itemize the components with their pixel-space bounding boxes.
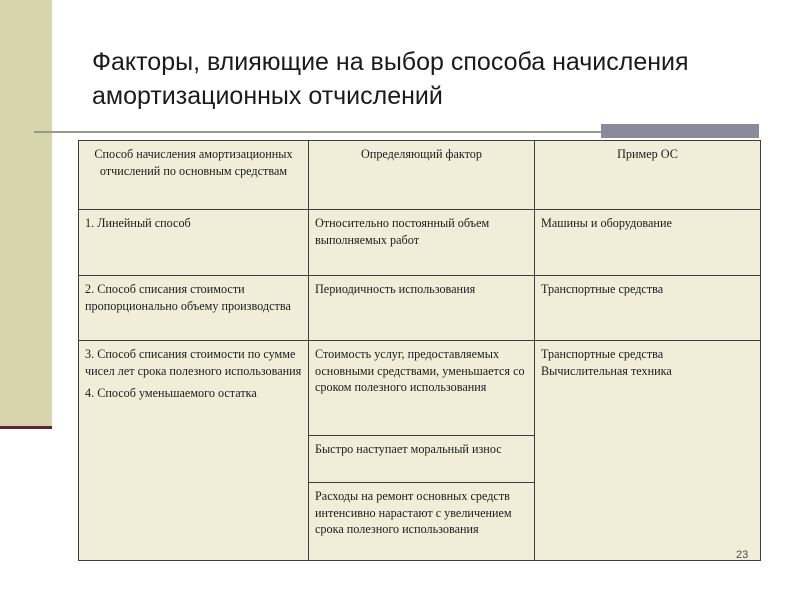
column-header-example: Пример ОС [535, 141, 761, 210]
cell-example [535, 341, 761, 561]
cell-factor: Стоимость услуг, предоставляемых основными средствами, уменьшается со сроком полезного использования [309, 341, 535, 436]
cell-factor: Расходы на ремонт основных средств интенсивно нарастают с увеличением срока полезного использования [309, 483, 535, 561]
page-title: Факторы, влияющие на выбор способа начисления амортизационных отчислений [92, 48, 689, 110]
cell-method [79, 341, 309, 561]
method-declining-balance: 4. Способ уменьшаемого остатка [85, 386, 257, 400]
divider-accent-block [601, 124, 759, 138]
cell-example: Транспортные средства [535, 276, 761, 341]
cell-method: 2. Способ списания стоимости пропорционально объему производства [79, 276, 309, 341]
cell-factor: Относительно постоянный объем выполняемых работ [309, 210, 535, 276]
sidebar-decoration [0, 0, 52, 427]
method-sum-of-years: 3. Способ списания стоимости по сумме чисел лет срока полезного использования [85, 347, 302, 378]
title-divider [34, 131, 602, 133]
factors-table [78, 140, 761, 561]
table-row [79, 276, 761, 341]
table-header-row [79, 141, 761, 210]
table-row [79, 341, 761, 436]
column-header-factor: Определяющий фактор [309, 141, 535, 210]
cell-factor: Быстро наступает моральный износ [309, 436, 535, 483]
page-number: 23 [736, 549, 749, 561]
cell-factor: Периодичность использования [309, 276, 535, 341]
column-header-method: Способ начисления амортизационных отчислений по основным средствам [79, 141, 309, 210]
cell-example: Машины и оборудование [535, 210, 761, 276]
table-row [79, 210, 761, 276]
cell-method: 1. Линейный способ [79, 210, 309, 276]
example-item: Вычислительная техника [541, 363, 672, 378]
sidebar-accent-line [0, 426, 52, 429]
example-item: Транспортные средства [541, 347, 664, 361]
